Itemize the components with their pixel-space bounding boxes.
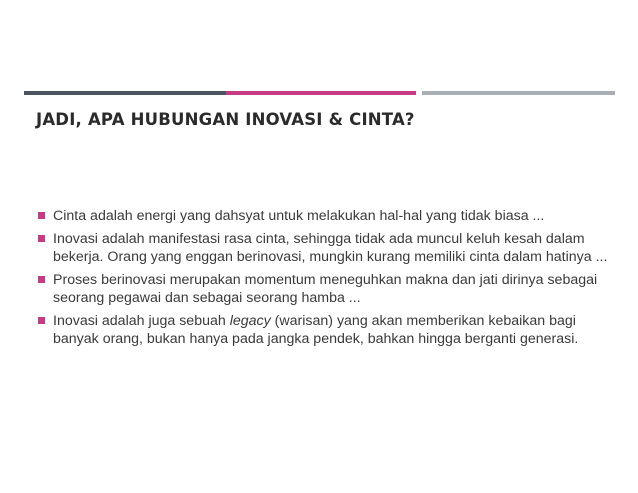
bullet-item — [36, 230, 621, 267]
bullet-text: banyak orang, bukan hanya pada jangka pendek, bahkan hingga berganti generasi. — [53, 331, 579, 347]
square-bullet-icon — [38, 212, 45, 219]
bullet-text: Inovasi adalah manifestasi rasa cinta, sehingga tidak ada muncul keluh kesah dalam — [53, 230, 585, 247]
square-bullet-icon — [38, 276, 45, 283]
bullet-item — [36, 271, 621, 308]
bullet-text: Cinta adalah energi yang dahsyat untuk melakukan hal-hal yang tidak biasa ... — [53, 208, 545, 224]
square-bullet-icon — [38, 235, 45, 242]
accent-bar-dark — [24, 91, 226, 95]
bullet-text: seorang pegawai dan sebagai seorang hamba ... — [53, 290, 361, 306]
bullet-text: bekerja. Orang yang enggan berinovasi, mungkin kurang memiliki cinta dalam hatinya ... — [53, 249, 608, 265]
bullet-item — [36, 312, 621, 349]
bullet-text — [53, 312, 621, 331]
bullet-text-pre: Inovasi adalah juga sebuah — [53, 312, 230, 329]
bullet-text-post: (warisan) yang akan memberikan kebaikan bagi — [270, 312, 576, 329]
accent-bar-gray — [422, 91, 615, 95]
bullet-text: Proses berinovasi merupakan momentum meneguhkan makna dan jati dirinya sebagai — [53, 271, 598, 288]
bullet-text-emphasis: legacy — [229, 312, 271, 329]
bullet-list — [36, 207, 621, 353]
bullet-item — [36, 207, 621, 226]
accent-bar-magenta — [226, 91, 416, 95]
slide-title: JADI, APA HUBUNGAN INOVASI & CINTA? — [36, 110, 415, 129]
square-bullet-icon — [38, 317, 45, 324]
